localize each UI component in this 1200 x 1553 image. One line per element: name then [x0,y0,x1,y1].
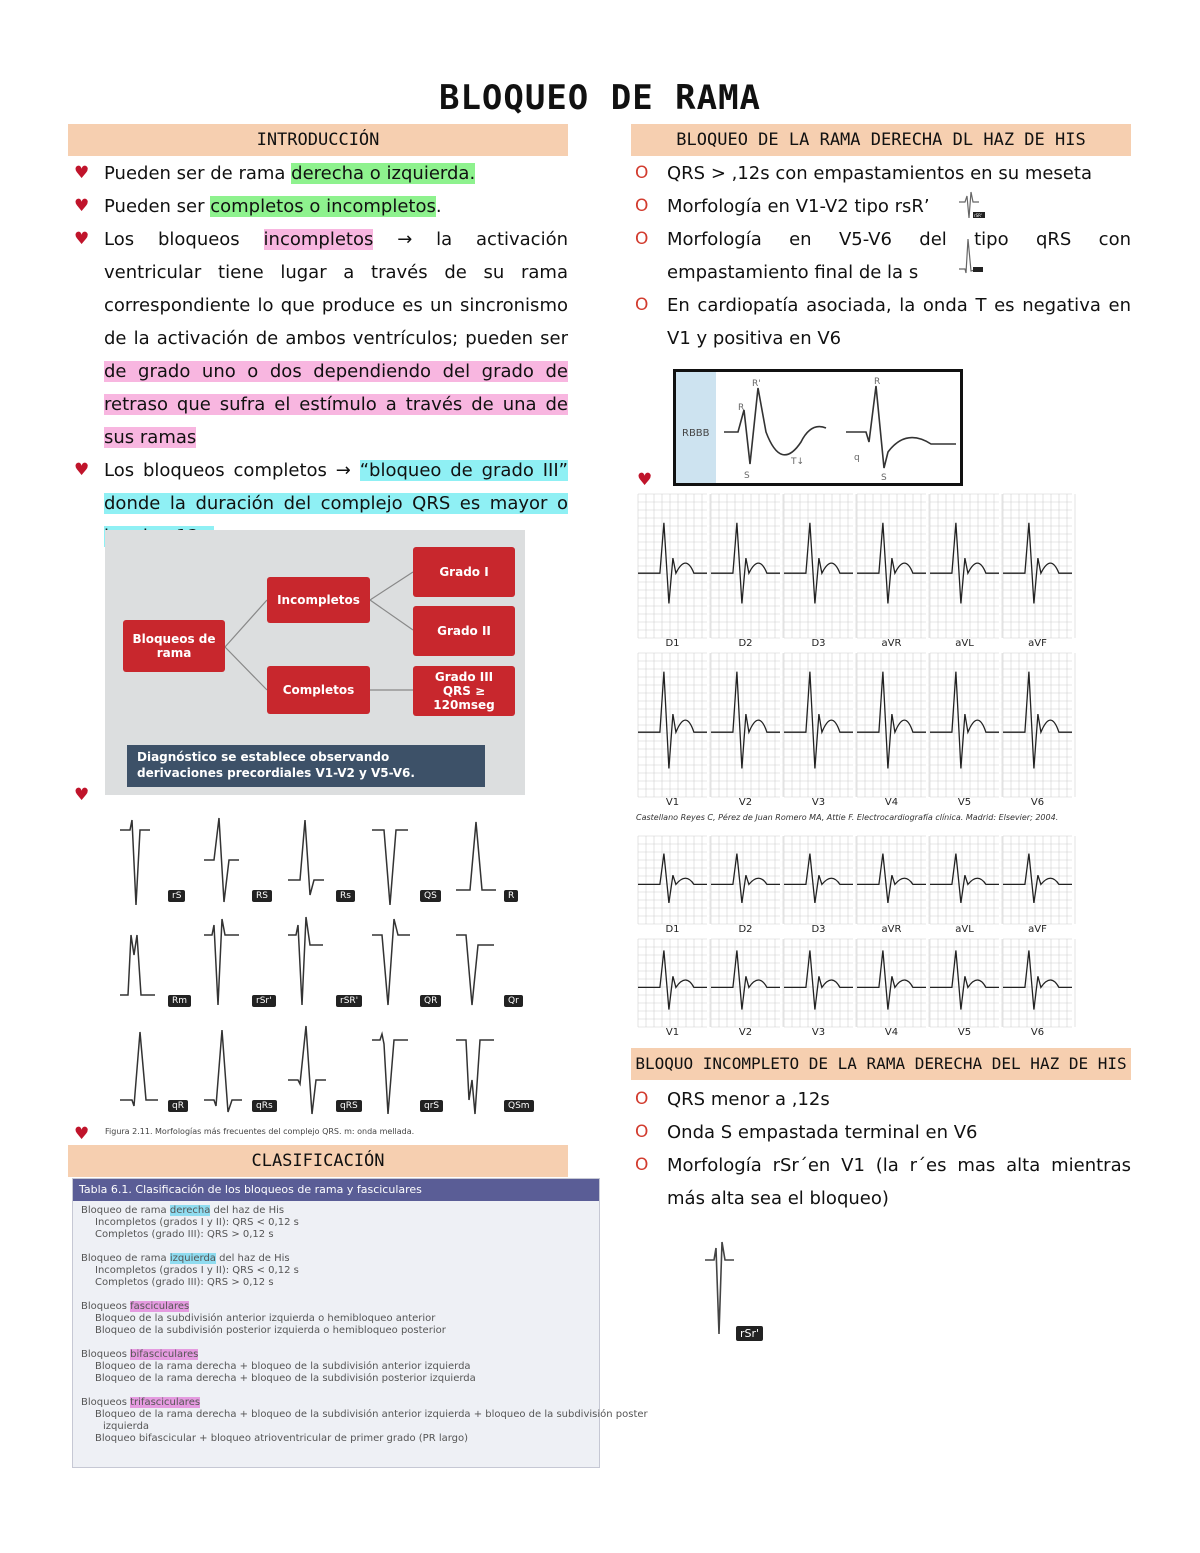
qrs-morph-label: QS [420,890,441,902]
brd-header: BLOQUEO DE LA RAMA DERECHA DL HAZ DE HIS [631,124,1131,156]
qrs-morph-cell [100,1020,196,1120]
ecg-lead-label: aVL [955,924,974,935]
qrs-morph-cell [436,810,532,910]
ecg-lead-label: aVR [881,924,902,935]
svg-text:R: R [874,377,881,387]
qrs-morph-cell [184,915,280,1015]
svg-text:rSR': rSR' [974,213,983,218]
flow-completos: Completos [267,666,370,714]
bird-item-1: O QRS menor a ,12s [631,1083,1131,1116]
ecg-lead-label: D1 [665,924,680,935]
qrs-morph-label: qRS [336,1100,362,1112]
ecg-lead-label: D1 [665,638,680,649]
intro-item-2: ♥ Pueden ser completos o incompletos. [68,190,568,223]
heart-icon: ♥ [637,470,653,490]
qrs-morph-cell [436,915,532,1015]
ecg-lead-panel [784,494,856,638]
qrs-morph-cell [268,810,364,910]
ecg-lead-panel [930,836,1002,924]
rsr-label: rSr' [736,1326,763,1341]
ecg-lead-panel [784,653,856,797]
rbbb-waves [716,372,966,483]
bird-list [631,1083,1131,1215]
qrs-morph-cell [184,810,280,910]
brd-list [631,157,1131,355]
table-group-3: Bloqueos fasciculares Bloqueo de la subdivisión anterior izquierda o hemibloqueo anterior Bloqueo de la subdivisión posterior izquierda o hemibloqueo posterior [81,1301,446,1336]
heart-icon: ♥ [74,785,90,805]
flow-grado3: Grado III QRS ≥ 120mseg [413,666,515,716]
ecg-lead-label: V3 [811,1027,826,1038]
ecg-lead-panel [638,494,710,638]
heart-icon: ♥ [74,196,90,216]
ecg-lead-panel [711,494,783,638]
ecg-lead-label: V5 [957,797,972,808]
ecg-lead-label: V4 [884,797,899,808]
qrs-morph-label: Rs [336,890,355,902]
ecg-lead-panel [857,939,929,1027]
ecg-lead-label: aVR [881,638,902,649]
qrs-morph-cell [352,810,448,910]
qrs-morph-cell [268,1020,364,1120]
ecg-lead-panel [857,836,929,924]
ecg-lead-panel [930,653,1002,797]
classification-table [72,1178,648,1468]
ecg-lead-panel [1003,653,1075,797]
qrs-morph-label: R [504,890,518,902]
ecg-lead-label: D3 [811,638,826,649]
intro-item-3: ♥ Los bloqueos incompletos → la activación ventricular tiene lugar a través de su rama correspondiente lo que produce es un sincronismo de la activación de ambos ventrículos; pueden ser de grado uno o dos dependiendo del grado de retraso que sufra el estímulo a través de una de sus ramas [68,223,568,454]
brd-item-4: O En cardiopatía asociada, la onda T es negativa en V1 y positiva en V6 [631,289,1131,355]
qrs-morph-cell [352,1020,448,1120]
bird-item-3: O Morfología rSr´en V1 (la r´es mas alta mientras más alta sea el bloqueo) [631,1149,1131,1215]
ecg-lead-label: V6 [1030,1027,1045,1038]
ecg-lead-panel [1003,836,1075,924]
svg-text:R: R [738,403,745,413]
qrs-morph-cell [268,915,364,1015]
ecg-lead-panel [857,653,929,797]
ecg-lead-label: V5 [957,1027,972,1038]
ecg-lead-label: aVF [1028,924,1047,935]
ecg-lead-panel [1003,939,1075,1027]
qrs-morph-label: qR [168,1100,188,1112]
circle-bullet-icon: O [635,1089,649,1109]
ecg-lead-label: V4 [884,1027,899,1038]
svg-text:S: S [881,473,887,483]
brd-item-2: O Morfología en V1-V2 tipo rsR’ rSR' [631,190,1131,223]
qrs-morphologies [100,810,580,1140]
svg-text:q: q [854,453,860,463]
qrs-morph-cell [436,1020,532,1120]
circle-bullet-icon: O [635,196,649,216]
ecg-lead-label: V1 [665,1027,680,1038]
ecg-12-lead-1 [636,494,1074,824]
qrs-morph-label: qrS [420,1100,443,1112]
flow-grado1: Grado I [413,547,515,597]
circle-bullet-icon: O [635,163,649,183]
ecg-lead-label: V3 [811,797,826,808]
ecg-lead-label: D2 [738,924,753,935]
ecg-lead-label: aVL [955,638,974,649]
ecg-citation: Castellano Reyes C, Pérez de Juan Romero MA, Attie F. Electrocardiografía clínica. Madrid: Elsevier; 2004. [636,813,1059,822]
ecg-lead-label: V1 [665,797,680,808]
qrs-morph-label: rS [168,890,185,902]
block-flowchart [105,530,525,795]
ecg-lead-label: V2 [738,797,753,808]
intro-item-1: ♥ Pueden ser de rama derecha o izquierda. [68,157,568,190]
brd-item-1: O QRS > ,12s con empastamientos en su meseta [631,157,1131,190]
qrs-morph-label: QR [420,995,441,1007]
intro-list [68,157,568,553]
qrs-morph-label: rSR' [336,995,362,1007]
ecg-lead-panel [784,836,856,924]
qrs-morph-cell [184,1020,280,1120]
ecg-lead-label: D3 [811,924,826,935]
ecg-lead-panel [638,939,710,1027]
ecg-traces [636,494,1074,812]
svg-text:T↓: T↓ [791,457,805,467]
heart-icon: ♥ [74,163,90,183]
ecg-lead-label: aVF [1028,638,1047,649]
svg-text:R': R' [752,379,761,389]
flow-grado2: Grado II [413,606,515,656]
heart-icon: ♥ [74,1124,90,1144]
morph-caption: Figura 2.11. Morfologías más frecuentes del complejo QRS. m: onda mellada. [105,1127,415,1136]
qrs-morph-label: Rm [168,995,191,1007]
qrs-morph-cell [100,810,196,910]
qrs-morph-label: QSm [504,1100,534,1112]
rsr-mini-trace [957,188,987,220]
qrs-morph-label: Qr [504,995,523,1007]
ecg-lead-panel [711,836,783,924]
page-title: BLOQUEO DE RAMA [438,78,762,118]
ecg-lead-label: D2 [738,638,753,649]
ecg-traces [636,836,1074,1042]
svg-text:S: S [744,471,750,481]
rbbb-diagram [673,369,963,486]
heart-icon: ♥ [74,460,90,480]
intro-item-4: ♥ Los bloqueos completos → “bloqueo de grado III” donde la duración del complejo QRS es mayor o [68,454,568,553]
table-title: Tabla 6.1. Clasificación de los bloqueos de rama y fasciculares [73,1179,599,1201]
qrs-morph-label: RS [252,890,272,902]
bird-item-2: O Onda S empastada terminal en V6 [631,1116,1131,1149]
qrs-morph-label: rSr' [252,995,276,1007]
circle-bullet-icon: O [635,229,649,249]
heart-icon: ♥ [74,229,90,249]
ecg-lead-panel [930,494,1002,638]
ecg-lead-panel [784,939,856,1027]
ecg-lead-panel [711,653,783,797]
ecg-lead-label: V6 [1030,797,1045,808]
circle-bullet-icon: O [635,1155,649,1175]
ecg-lead-panel [638,836,710,924]
bird-header: BLOQUO INCOMPLETO DE LA RAMA DERECHA DEL HAZ DE HIS [631,1048,1131,1080]
brd-item-3: O Morfología en V5-V6 del tipo qRS con empastamiento final de la s [631,223,1131,289]
table-group-5: Bloqueos trifasciculares Bloqueo de la rama derecha + bloqueo de la subdivisión anterior izquierda + bloqueo de la subdivisión poster izquierda Bloqueo bifascicular + bloqueo atrioventricular de primer grado (PR largo) [81,1397,648,1444]
qrs-mini-trace [957,237,987,277]
intro-header: INTRODUCCIÓN [68,124,568,156]
flow-caption: Diagnóstico se establece observando derivaciones precordiales V1-V2 y V5-V6. [127,745,485,787]
ecg-lead-panel [638,653,710,797]
flow-root: Bloqueos de rama [123,620,225,672]
ecg-lead-panel [857,494,929,638]
ecg-lead-panel [711,939,783,1027]
ecg-lead-label: V2 [738,1027,753,1038]
circle-bullet-icon: O [635,1122,649,1142]
table-group-2: Bloqueo de rama izquierda del haz de His Incompletos (grados I y II): QRS < 0,12 s Completos (grado III): QRS > 0,12 s [81,1253,299,1288]
ecg-lead-panel [930,939,1002,1027]
qrs-morph-cell [100,915,196,1015]
qrs-morph-label: qRs [252,1100,277,1112]
circle-bullet-icon: O [635,295,649,315]
flow-incompletos: Incompletos [267,577,370,623]
ecg-12-lead-2 [636,836,1074,1042]
clasificacion-header: CLASIFICACIÓN [68,1145,568,1177]
table-group-4: Bloqueos bifasciculares Bloqueo de la rama derecha + bloqueo de la subdivisión anterior izquierda Bloqueo de la rama derecha + bloqueo de la subdivisión posterior izquierda [81,1349,476,1384]
rbbb-label: RBBB [682,428,710,439]
ecg-lead-panel [1003,494,1075,638]
qrs-morph-cell [352,915,448,1015]
table-group-1: Bloqueo de rama derecha del haz de His Incompletos (grados I y II): QRS < 0,12 s Completos (grado III): QRS > 0,12 s [81,1205,299,1240]
